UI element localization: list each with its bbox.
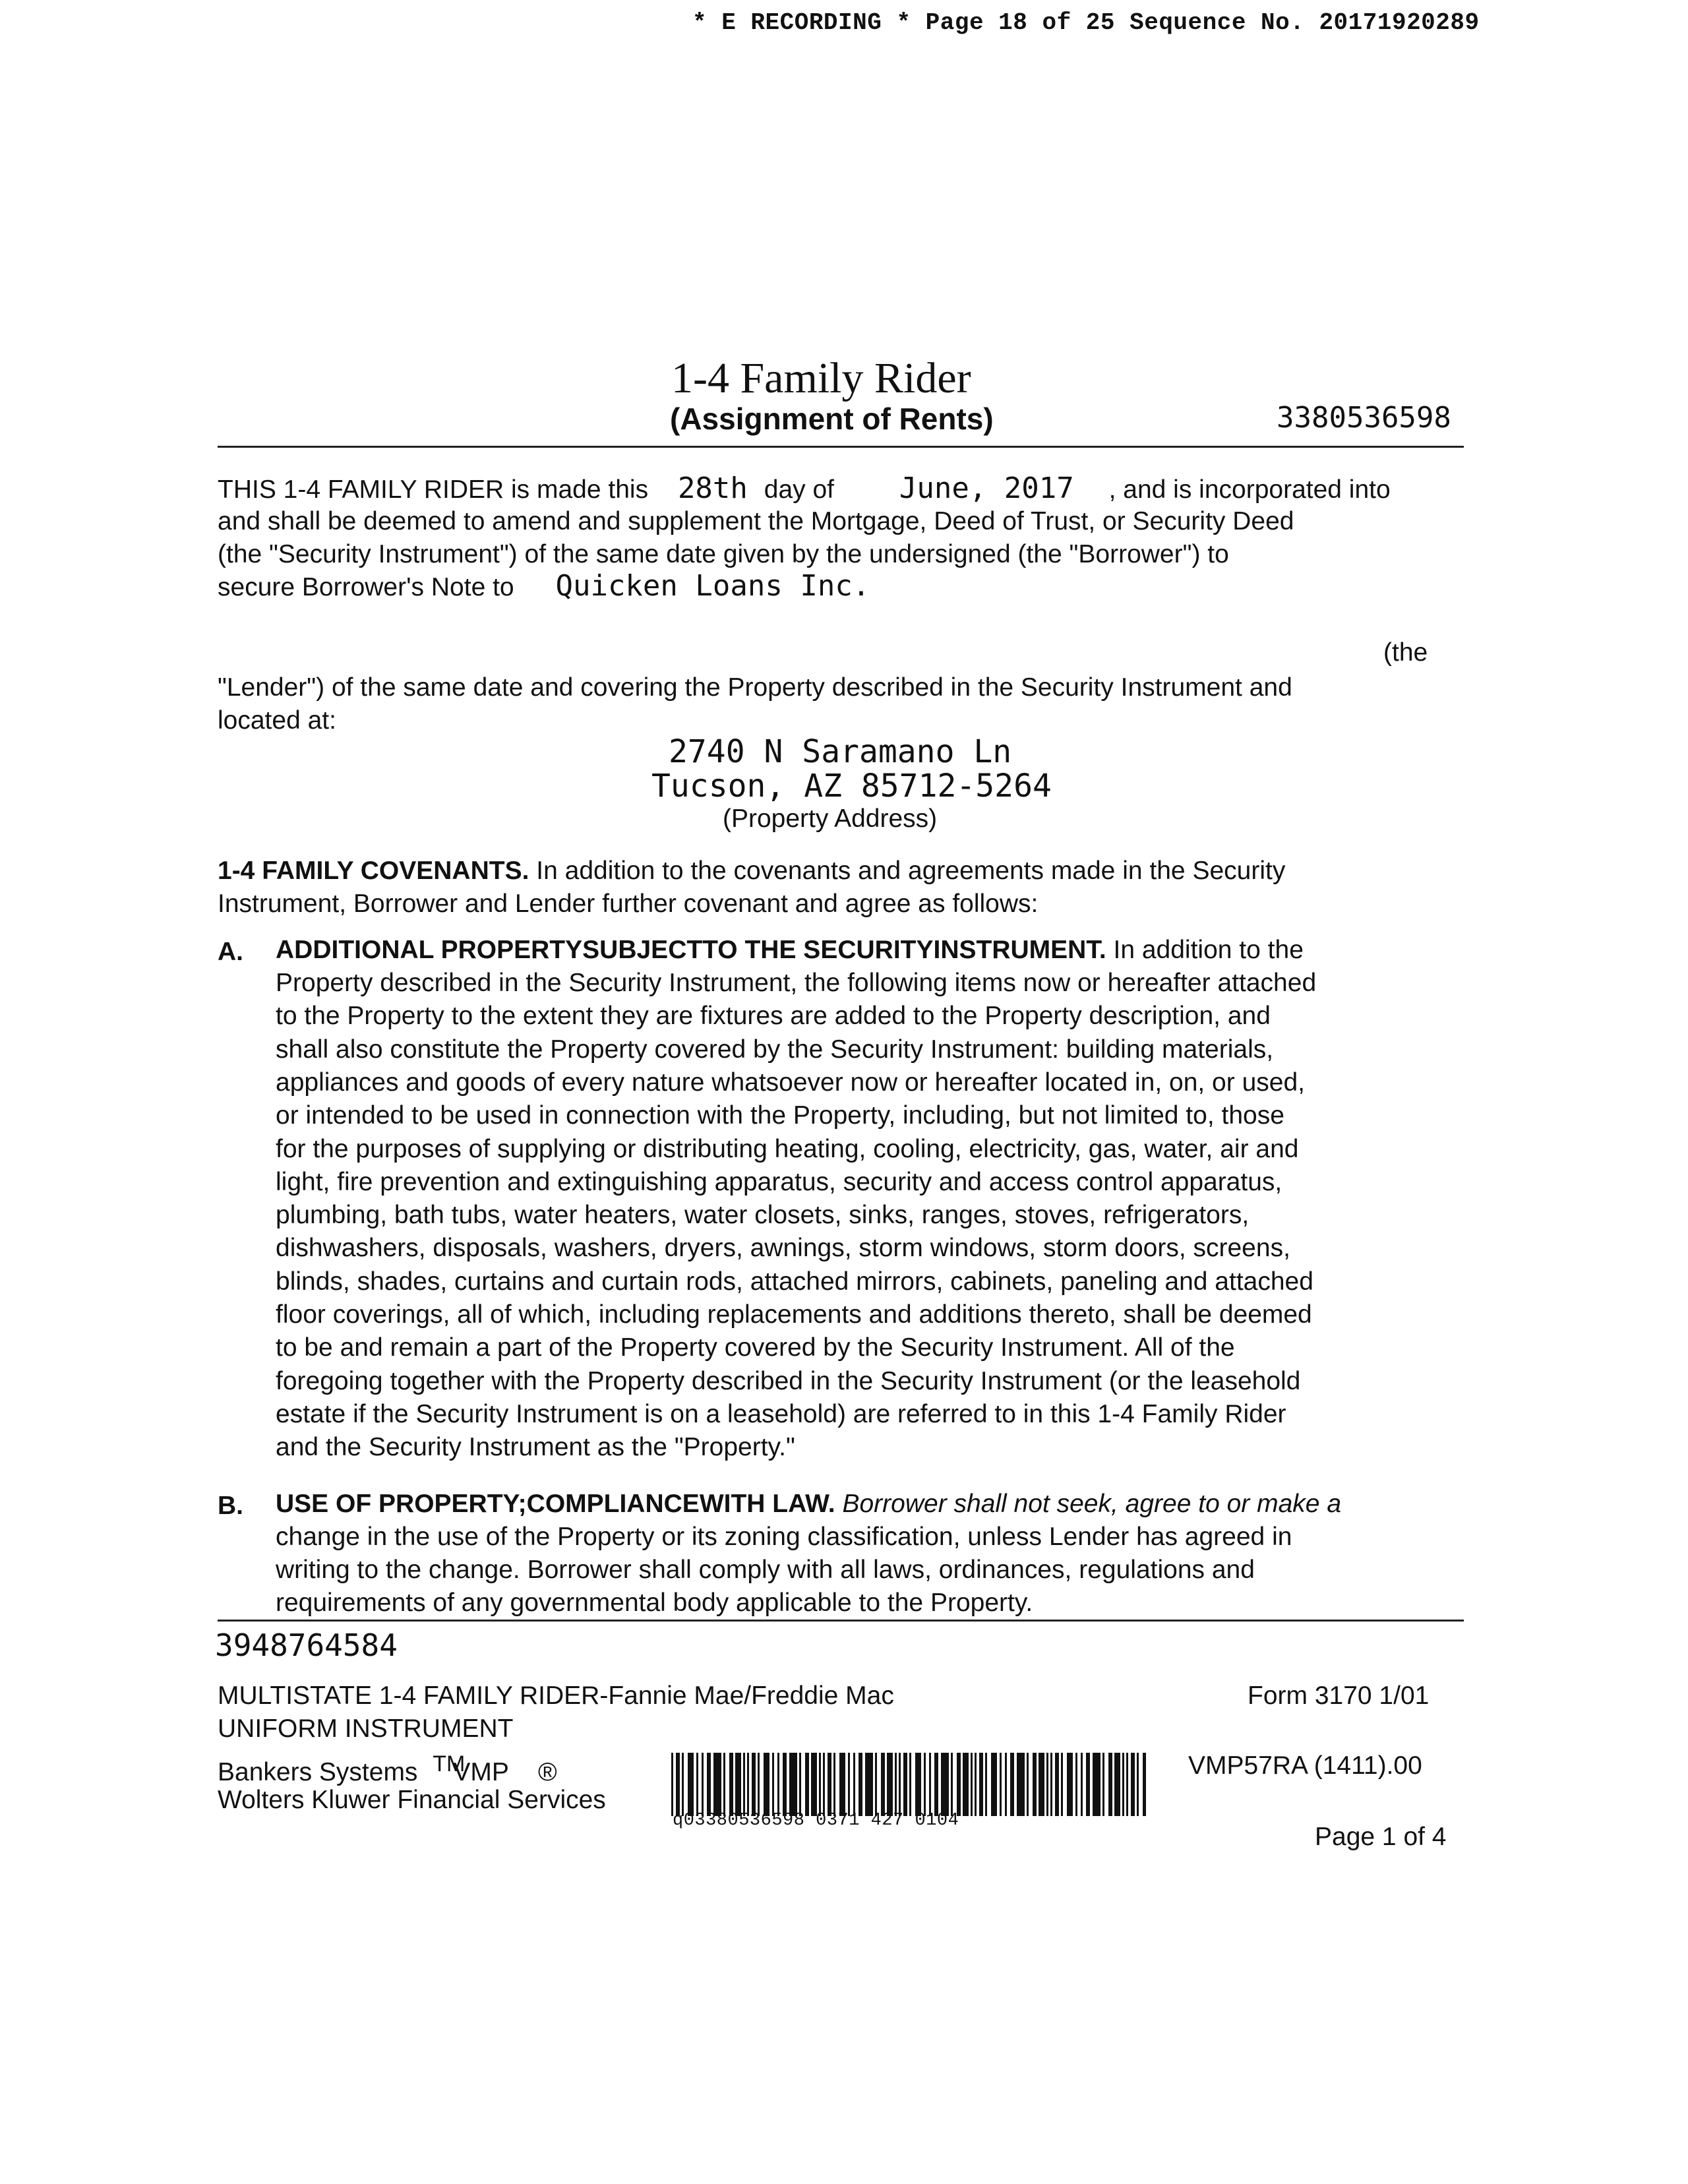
intro-line-4	[218, 570, 870, 604]
rider-month-year: June, 2017	[899, 471, 1074, 505]
barcode-bar	[1143, 1753, 1146, 1816]
barcode-bar	[811, 1753, 817, 1816]
barcode-bar	[819, 1753, 821, 1816]
barcode-bar	[975, 1753, 977, 1816]
section-b-line-4: requirements of any governmental body applicable to the Property.	[276, 1589, 1033, 1617]
barcode-bar	[799, 1753, 801, 1816]
covenants-intro-rest: In addition to the covenants and agreements made in the Security	[536, 857, 1286, 885]
barcode-bar	[1061, 1753, 1063, 1816]
barcode-bar	[895, 1753, 897, 1816]
barcode-bar	[1126, 1753, 1128, 1816]
vmp-label: VMP	[453, 1758, 509, 1786]
barcode-text: q03380536598 0371 427 0104	[673, 1811, 959, 1831]
barcode-bar	[1055, 1753, 1059, 1816]
footer-form-number: Form 3170 1/01	[1248, 1682, 1430, 1710]
barcode-bar	[1086, 1753, 1090, 1816]
section-b-heading: USE OF PROPERTY;COMPLIANCEWITH LAW.	[276, 1490, 835, 1518]
document-title: 1-4 Family Rider	[671, 354, 971, 402]
barcode-bar	[971, 1753, 973, 1816]
section-a-line-13: to be and remain a part of the Property covered by the Security Instrument. All of the	[276, 1333, 1235, 1362]
barcode-bar	[723, 1753, 725, 1816]
barcode-bar	[963, 1753, 969, 1816]
barcode-bar	[696, 1753, 698, 1816]
barcode-bar	[823, 1753, 825, 1816]
covenants-heading: 1-4 FAMILY COVENANTS.	[218, 857, 529, 885]
barcode-bar	[833, 1753, 835, 1816]
section-a-line-8: light, fire prevention and extinguishing apparatus, security and access control apparatus,	[276, 1167, 1282, 1196]
footer-page-number: Page 1 of 4	[1315, 1823, 1447, 1851]
barcode-bar	[853, 1753, 855, 1816]
section-a-line-15: estate if the Security Instrument is on a leasehold) are referred to in this 1-4 Family Rider	[276, 1399, 1286, 1428]
section-a-line-10: dishwashers, disposals, washers, dryers, awnings, storm windows, storm doors, screens,	[276, 1234, 1290, 1263]
intro-line-6: located at:	[218, 706, 336, 735]
section-a-letter: A.	[218, 938, 243, 966]
section-b-line-1	[276, 1488, 1341, 1521]
property-city: Tucson, AZ 85712-5264	[651, 768, 1052, 804]
barcode-bar	[671, 1753, 673, 1816]
barcode-bar	[1000, 1753, 1002, 1816]
barcode-bar	[1010, 1753, 1014, 1816]
barcode-bar	[752, 1753, 756, 1816]
intro-line-5: "Lender") of the same date and covering the Property described in the Security Instrument and	[218, 673, 1292, 702]
barcode-bar	[1137, 1753, 1139, 1816]
barcode-bar	[934, 1753, 938, 1816]
property-address-label: (Property Address)	[723, 804, 938, 833]
loan-number: 3380536598	[1277, 401, 1451, 435]
intro-line-1	[218, 472, 1391, 506]
barcode-bar	[951, 1753, 953, 1816]
lender-name: Quicken Loans Inc.	[555, 569, 870, 603]
barcode-bar	[1017, 1753, 1025, 1816]
barcode-bar	[1108, 1753, 1112, 1816]
barcode-bar	[1033, 1753, 1037, 1816]
barcode-bar	[865, 1753, 873, 1816]
section-a-line-12: floor coverings, all of which, including replacements and additions thereto, shall be deemed	[276, 1300, 1312, 1329]
property-street: 2740 N Saramano Ln	[669, 733, 1012, 770]
barcode-bar	[1131, 1753, 1135, 1816]
barcode-bar	[979, 1753, 983, 1816]
barcode-bar	[729, 1753, 733, 1816]
covenants-intro-line-1	[218, 855, 1285, 888]
covenants-intro-line-2: Instrument, Borrower and Lender further covenant and agree as follows:	[218, 890, 1039, 918]
barcode-bar	[676, 1753, 680, 1816]
barcode-bar	[929, 1753, 931, 1816]
barcode-bar	[924, 1753, 926, 1816]
recording-header: * E RECORDING * Page 18 of 25 Sequence No. 20171920289	[692, 9, 1480, 36]
barcode-bar	[985, 1753, 987, 1816]
barcode-bar	[957, 1753, 961, 1816]
footer-wolters: Wolters Kluwer Financial Services	[218, 1786, 606, 1814]
barcode-bar	[1102, 1753, 1104, 1816]
section-a-line-7: for the purposes of supplying or distributing heating, cooling, electricity, gas, water, air and	[276, 1134, 1299, 1163]
section-a-line-1	[276, 934, 1304, 967]
title-rule	[218, 446, 1464, 448]
barcode-bar	[764, 1753, 769, 1816]
footer-bankers-systems	[218, 1751, 557, 1787]
intro-made-this: THIS 1-4 FAMILY RIDER is made this	[218, 475, 649, 504]
document-subtitle: (Assignment of Rents)	[670, 402, 994, 436]
barcode-bar	[848, 1753, 850, 1816]
barcode-bar	[713, 1753, 721, 1816]
footer-rule	[218, 1620, 1464, 1622]
barcode-bar	[1122, 1753, 1124, 1816]
footer-uniform-instrument: UNIFORM INSTRUMENT	[218, 1714, 514, 1743]
footer-doc-number: 3948764584	[215, 1627, 398, 1663]
section-a-line-3: to the Property to the extent they are fixtures are added to the Property description, and	[276, 1002, 1271, 1031]
footer-form-title: MULTISTATE 1-4 FAMILY RIDER-Fannie Mae/Freddie Mac	[218, 1682, 894, 1710]
registered-mark: ®	[538, 1758, 557, 1786]
barcode-bar	[828, 1753, 831, 1816]
barcode-bar	[839, 1753, 845, 1816]
barcode-bar	[1046, 1753, 1048, 1816]
barcode-bar	[1081, 1753, 1083, 1816]
section-a-line-6: or intended to be used in connection with the Property, including, but not limited to, those	[276, 1101, 1284, 1130]
barcode-bar	[783, 1753, 787, 1816]
barcode-bar	[1005, 1753, 1007, 1816]
section-a-line-2: Property described in the Security Instrument, the following items now or hereafter attached	[276, 969, 1317, 997]
barcode-bar	[1114, 1753, 1120, 1816]
barcode-bar	[1039, 1753, 1044, 1816]
intro-the: (the	[1383, 638, 1428, 667]
barcode-bar	[887, 1753, 893, 1816]
barcode-bar	[899, 1753, 901, 1816]
barcode-bar	[1027, 1753, 1029, 1816]
barcode-bar	[777, 1753, 779, 1816]
barcode-bar	[743, 1753, 745, 1816]
rider-day: 28th	[677, 471, 748, 505]
barcode-bar	[702, 1753, 704, 1816]
barcode-bar	[909, 1753, 911, 1816]
barcode-bar	[682, 1753, 684, 1816]
barcode-bar	[789, 1753, 797, 1816]
barcode-bar	[758, 1753, 760, 1816]
barcode-bar	[991, 1753, 997, 1816]
barcode-bar	[688, 1753, 694, 1816]
intro-secure-note: secure Borrower's Note to	[218, 573, 514, 601]
intro-line-3: (the "Security Instrument") of the same date given by the undersigned (the "Borrower") to	[218, 540, 1229, 568]
section-a-line-4: shall also constitute the Property covered by the Security Instrument: building materials,	[276, 1035, 1274, 1064]
footer-vmp-code: VMP57RA (1411).00	[1188, 1751, 1422, 1780]
barcode-bar	[707, 1753, 711, 1816]
barcode-bar	[915, 1753, 921, 1816]
section-a-line-11: blinds, shades, curtains and curtain rods, attached mirrors, cabinets, paneling and attached	[276, 1267, 1313, 1296]
section-b-intro: Borrower shall not seek, agree to or make a	[842, 1490, 1342, 1518]
barcode-bar	[903, 1753, 907, 1816]
section-a-intro: In addition to the	[1113, 936, 1304, 964]
barcode-bar	[735, 1753, 741, 1816]
section-a-heading: ADDITIONAL PROPERTYSUBJECTTO THE SECURITYINSTRUMENT.	[276, 936, 1106, 964]
barcode-bar	[805, 1753, 809, 1816]
bankers-label: Bankers Systems	[218, 1758, 418, 1786]
section-a-line-5: appliances and goods of every nature whatsoever now or hereafter located in, on, or used,	[276, 1068, 1305, 1097]
section-a-line-14: foregoing together with the Property described in the Security Instrument (or the leasehold	[276, 1366, 1301, 1395]
section-b-letter: B.	[218, 1492, 243, 1520]
barcode-bar	[1093, 1753, 1100, 1816]
intro-line-2: and shall be deemed to amend and supplement the Mortgage, Deed of Trust, or Security Deed	[218, 507, 1294, 535]
barcode-bar	[941, 1753, 949, 1816]
barcode-bar	[881, 1753, 885, 1816]
barcode-bar	[1067, 1753, 1073, 1816]
barcode-bar	[747, 1753, 749, 1816]
trademark-mark: TM	[433, 1751, 466, 1776]
barcode-bar	[875, 1753, 877, 1816]
section-a-line-16: and the Security Instrument as the "Property."	[276, 1433, 795, 1462]
barcode-bar	[1050, 1753, 1052, 1816]
intro-day-of: day of	[764, 475, 834, 504]
intro-incorporated: , and is incorporated into	[1108, 475, 1391, 504]
section-b-line-3: writing to the change. Borrower shall comply with all laws, ordinances, regulations and	[276, 1556, 1255, 1584]
barcode-bar	[859, 1753, 862, 1816]
section-b-line-2: change in the use of the Property or its zoning classification, unless Lender has agreed in	[276, 1523, 1292, 1551]
section-a-line-9: plumbing, bath tubs, water heaters, water closets, sinks, ranges, stoves, refrigerators,	[276, 1201, 1250, 1230]
barcode	[671, 1753, 1146, 1816]
barcode-bar	[1075, 1753, 1077, 1816]
barcode-bar	[772, 1753, 774, 1816]
